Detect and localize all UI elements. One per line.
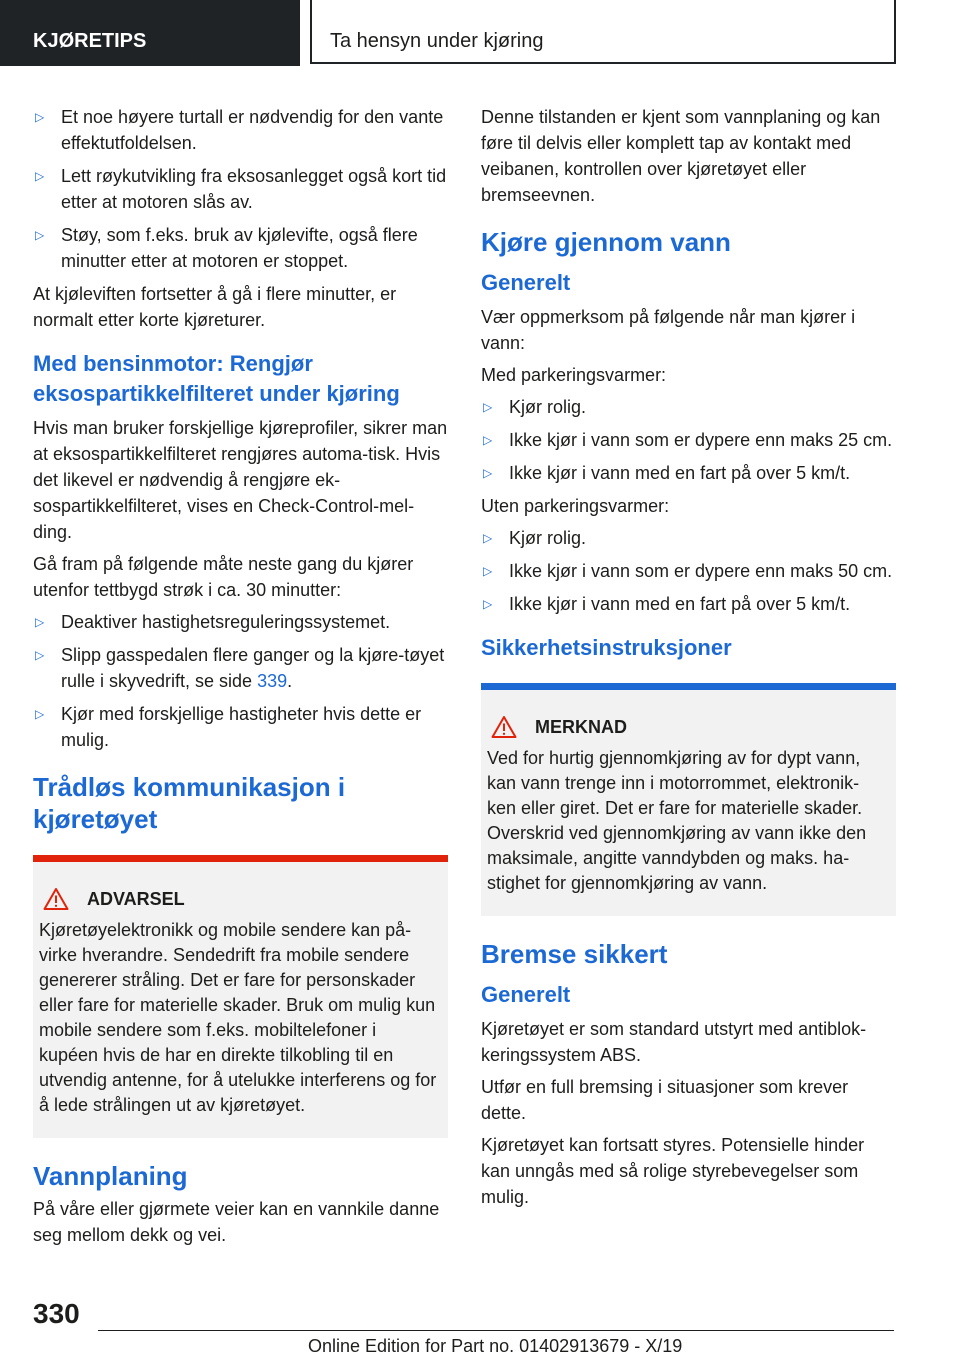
triangle-bullet-icon: ▷ — [483, 433, 493, 447]
heading-generelt: Generelt — [481, 270, 571, 295]
heading-sikkerhetsinstruksjoner: Sikkerhetsinstruksjoner — [481, 635, 732, 660]
triangle-bullet-icon: ▷ — [35, 648, 45, 662]
triangle-bullet-icon: ▷ — [35, 110, 45, 124]
bullet-list — [33, 609, 448, 753]
triangle-bullet-icon: ▷ — [483, 597, 493, 611]
list-item: ▷ Støy, som f.eks. bruk av kjølevifte, også flere minutter etter at motoren er stoppet. — [33, 222, 448, 274]
list-item: ▷ Deaktiver hastighetsreguleringssystemet. — [33, 609, 448, 635]
footer-divider — [98, 1330, 894, 1331]
triangle-bullet-icon: ▷ — [35, 615, 45, 629]
notice-title: MERKNAD — [535, 717, 627, 737]
left-column — [33, 104, 448, 1254]
paragraph: Gå fram på følgende måte neste gang du kjører utenfor tettbygd strøk i ca. 30 minutter: — [33, 554, 414, 600]
triangle-bullet-icon: ▷ — [483, 564, 493, 578]
paragraph: At kjøleviften fortsetter å gå i flere minutter, er normalt etter korte kjøreturer. — [33, 284, 397, 330]
heading-vannplaning: Vannplaning — [33, 1161, 188, 1191]
list-item: ▷ Kjør rolig. — [481, 525, 896, 551]
triangle-bullet-icon: ▷ — [483, 400, 493, 414]
list-item: ▷ Ikke kjør i vann med en fart på over 5 km/t. — [481, 591, 896, 617]
heading-kjore-gjennom-vann: Kjøre gjennom vann — [481, 227, 731, 257]
list-item: ▷ Ikke kjør i vann som er dypere enn maks 50 cm. — [481, 558, 896, 584]
bullet-list — [481, 525, 896, 617]
triangle-bullet-icon: ▷ — [35, 169, 45, 183]
heading-tradlos: Trådløs kommunikasjon i kjøretøyet — [33, 772, 346, 834]
paragraph: Kjøretøyet kan fortsatt styres. Potensielle hinder kan unngås med så rolige styrebevegelser som mulig. — [481, 1135, 865, 1207]
paragraph: Uten parkeringsvarmer: — [481, 496, 670, 516]
list-item: ▷ Et noe høyere turtall er nødvendig for den vante effektutfoldelsen. — [33, 104, 448, 156]
paragraph: Kjøretøyet er som standard utstyrt med antiblok‐keringssystem ABS. — [481, 1019, 867, 1065]
warning-title: ADVARSEL — [87, 889, 185, 909]
triangle-bullet-icon: ▷ — [483, 531, 493, 545]
heading-generelt: Generelt — [481, 982, 571, 1007]
warning-text: Kjøretøyelektronikk og mobile sendere kan på‐virke hverandre. Sendedrift fra mobile sendere genererer stråling. Det er fare for personskader eller fare for materielle skader. Bruk om mulig kun mobile sendere som f.eks. mobiltelefoner i kupéen hvis de har en direkte tilkobling til en utvendig antenne, for å utelukke interferens og for å lede strålingen ut av kjøretøyet. — [39, 920, 437, 1115]
list-item: ▷ Kjør med forskjellige hastigheter hvis dette er mulig. — [33, 701, 448, 753]
paragraph: På våre eller gjørmete veier kan en vannkile danne seg mellom dekk og vei. — [33, 1199, 440, 1245]
paragraph: Utfør en full bremsing i situasjoner som krever dette. — [481, 1077, 849, 1123]
paragraph: Hvis man bruker forskjellige kjøreprofiler, sikrer man at eksospartikkelfilteret rengjøres automa‐tisk. Hvis det likevel er nødvendig å rengjøre ek‐sospartikkelfilteret, vises en Check-Control-mel‐ding. — [33, 418, 448, 542]
right-column — [481, 104, 896, 1216]
list-item: ▷ Slipp gasspedalen flere ganger og la kjøre‐tøyet rulle i skyvedrift, se side 339. — [33, 642, 448, 694]
list-item: ▷ Ikke kjør i vann med en fart på over 5 km/t. — [481, 460, 896, 486]
edition-note: Online Edition for Part no. 01402913679 - X/19 — [308, 1336, 683, 1356]
triangle-bullet-icon: ▷ — [35, 707, 45, 721]
paragraph: Med parkeringsvarmer: — [481, 365, 667, 385]
heading-bremse-sikkert: Bremse sikkert — [481, 939, 668, 969]
page-reference-link[interactable]: 339 — [257, 671, 288, 691]
bullet-list — [33, 104, 448, 274]
section-title: KJØRETIPS — [0, 0, 300, 66]
warning-triangle-icon — [491, 715, 517, 739]
list-item: ▷ Ikke kjør i vann som er dypere enn maks 25 cm. — [481, 427, 896, 453]
paragraph: Denne tilstanden er kjent som vannplaning og kan føre til delvis eller komplett tap av kontakt med veibanen, kontrollen over kjøretøyet eller bremseevnen. — [481, 107, 881, 205]
heading-bensinmotor: Med bensinmotor: Rengjør eksospartikkelfilteret under kjøring — [33, 351, 400, 406]
warning-box — [33, 855, 448, 1138]
triangle-bullet-icon: ▷ — [483, 466, 493, 480]
notice-box — [481, 683, 896, 916]
page-header — [0, 0, 960, 66]
notice-text: Ved for hurtig gjennomkjøring av for dypt vann, kan vann trenge inn i motorrommet, elektronik‐ken eller giret. Det er fare for materielle skader. Overskrid ved gjennomkjøring av vann ikke den maksimale, angitte vanndybden og maks. ha‐stighet for gjennomkjøring av vann. — [487, 748, 867, 893]
paragraph: Vær oppmerksom på følgende når man kjører i vann: — [481, 307, 856, 353]
topic-title: Ta hensyn under kjøring — [310, 0, 896, 64]
triangle-bullet-icon: ▷ — [35, 228, 45, 242]
warning-triangle-icon — [43, 887, 69, 911]
list-item: ▷ Lett røykutvikling fra eksosanlegget også kort tid etter at motoren slås av. — [33, 163, 448, 215]
page-number: 330 — [33, 1298, 80, 1329]
bullet-list — [481, 394, 896, 486]
list-item: ▷ Kjør rolig. — [481, 394, 896, 420]
